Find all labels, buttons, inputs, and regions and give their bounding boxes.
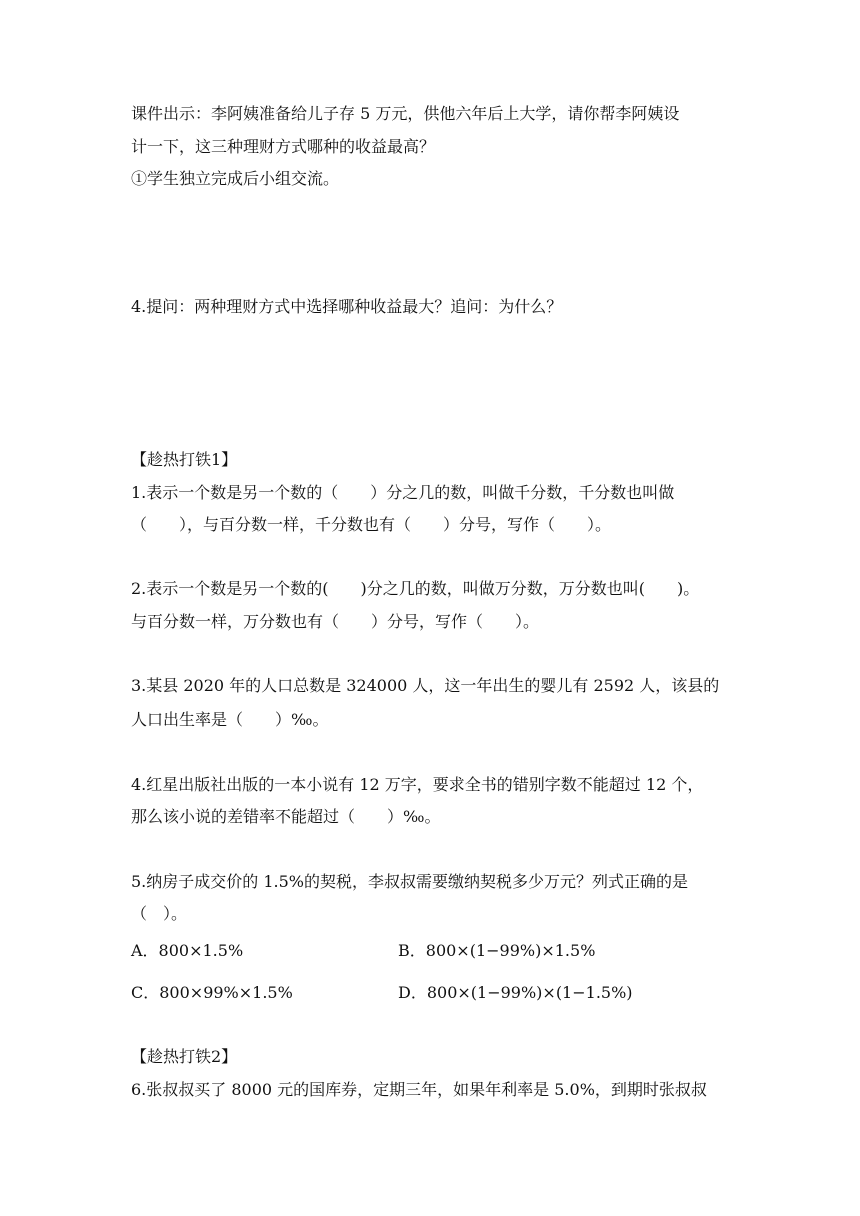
question-2-line-1: 2.表示一个数是另一个数的( )分之几的数，叫做万分数，万分数也叫( )。: [131, 579, 700, 598]
question-4-prompt: 4.提问：两种理财方式中选择哪种收益最大？追问：为什么？: [131, 297, 563, 316]
section-2-heading: 【趁热打铁2】: [131, 1047, 238, 1066]
question-1-line-1: 1.表示一个数是另一个数的（ ）分之几的数，叫做千分数，千分数也叫做: [131, 483, 675, 502]
option-a: A．800×1.5%: [131, 941, 244, 960]
option-c: C．800×99%×1.5%: [131, 983, 293, 1002]
question-5-line-2: （ ）。: [131, 904, 188, 923]
intro-line-1: 课件出示：李阿姨准备给儿子存 5 万元，供他六年后上大学，请你帮李阿姨设: [131, 104, 680, 123]
option-b: B．800×(1−99%)×1.5%: [398, 941, 596, 960]
question-3-line-1: 3.某县 2020 年的人口总数是 324000 人，这一年出生的婴儿有 2592 人，该县的: [131, 676, 720, 695]
question-4-line-2: 那么该小说的差错率不能超过（ ）‰。: [131, 807, 441, 826]
question-3-line-2: 人口出生率是（ ）‰。: [131, 710, 329, 729]
section-1-heading: 【趁热打铁1】: [131, 450, 238, 469]
option-d: D．800×(1−99%)×(1−1.5%): [398, 983, 633, 1002]
question-6-line-1: 6.张叔叔买了 8000 元的国库券，定期三年，如果年利率是 5.0%，到期时张叔叔: [131, 1080, 707, 1099]
question-1-line-2: （ ），与百分数一样，千分数也有（ ）分号，写作（ ）。: [131, 515, 612, 534]
question-2-line-2: 与百分数一样，万分数也有（ ）分号，写作（ ）。: [131, 612, 540, 631]
question-5-line-1: 5.纳房子成交价的 1.5%的契税，李叔叔需要缴纳契税多少万元？列式正确的是: [131, 872, 689, 891]
question-4-line-1: 4.红星出版社出版的一本小说有 12 万字，要求全书的错别字数不能超过 12 个，: [131, 775, 704, 794]
intro-line-3: ①学生独立完成后小组交流。: [131, 169, 340, 188]
intro-line-2: 计一下，这三种理财方式哪种的收益最高？: [131, 137, 436, 156]
